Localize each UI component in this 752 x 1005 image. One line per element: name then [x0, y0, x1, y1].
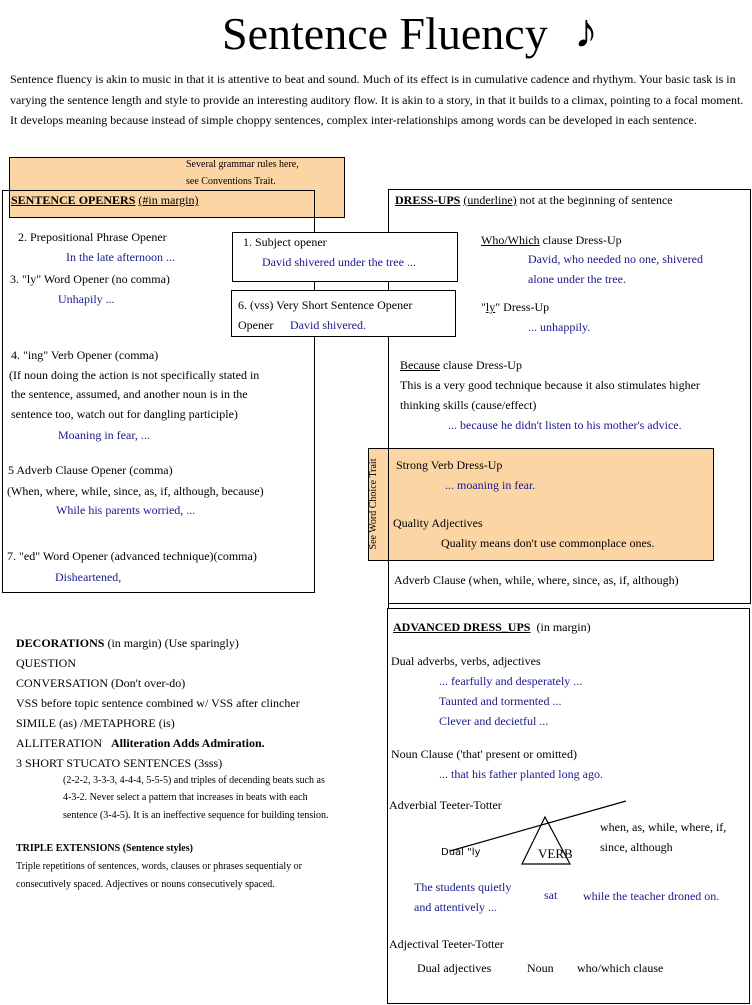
quality-adj-desc: Quality means don't use commonplace ones. — [441, 536, 655, 550]
decorations-heading-text: DECORATIONS — [16, 636, 105, 650]
dressups-heading-rest: not at the beginning of sentence — [516, 193, 673, 207]
adverb-clause-dressup: Adverb Clause (when, while, where, since, as, if, although) — [394, 573, 679, 587]
dual-label: Dual adverbs, verbs, adjectives — [391, 654, 541, 668]
because-desc-1: This is a very good technique because it also stimulates higher — [400, 378, 700, 392]
opener-4-note-3: sentence too, watch out for dangling participle) — [11, 407, 238, 421]
opener-5-example: While his parents worried, ... — [56, 503, 196, 517]
dual-example: Taunted and tormented ... — [439, 694, 562, 708]
word-choice-side-label: See Word Choice Trait — [368, 458, 379, 550]
dressups-heading-text: DRESS-UPS — [395, 193, 461, 207]
intro-paragraph: Sentence fluency is akin to music in that it is attentive to beat and sound. Much of its effect is in cumulative cadence and rhythym. Your basic task is in varying the sentence length and style to provide an interesting auditory flow. It is akin to a story, in that it builds to a climax, pointing to a focal moment. It develops meaning because instead of simple choppy sentences, complex inter-relationships among words can be developed in each sentence. — [10, 72, 744, 127]
strong-verb-label: Strong Verb Dress-Up — [396, 458, 503, 472]
because-label-u: Because — [400, 358, 440, 372]
adverbial-example-mid: sat — [544, 888, 558, 902]
decoration-item: SIMILE (as) /METAPHORE (is) — [16, 716, 175, 730]
opener-3-label: 3. "ly" Word Opener (no comma) — [10, 272, 170, 286]
advanced-heading — [393, 620, 591, 634]
opener-3-example: Unhapily ... — [58, 292, 115, 306]
alliteration-label: ALLITERATION — [16, 736, 102, 750]
ly-dressup-example: ... unhappily. — [528, 320, 591, 334]
advanced-heading-note: (in margin) — [536, 620, 591, 634]
opener-4-label: 4. "ing" Verb Opener (comma) — [11, 348, 159, 362]
alliteration-example: Alliteration Adds Admiration. — [110, 736, 265, 750]
opener-4-note-2: the sentence, assumed, and another noun is in the — [11, 387, 248, 401]
noun-clause-example: ... that his father planted long ago. — [439, 767, 603, 781]
subject-opener-label: 1. Subject opener — [243, 235, 327, 249]
adjectival-tt-part: Dual adjectives — [417, 961, 492, 975]
subject-opener-example: David shivered under the tree ... — [262, 255, 416, 269]
opener-4-note-1: (If noun doing the action is not specifically stated in — [9, 368, 260, 382]
ly-label-u: ly — [485, 300, 496, 314]
opener-5-note: (When, where, while, since, as, if, although, because) — [7, 484, 264, 498]
adverbial-tt-left: Dual "ly — [441, 847, 481, 858]
staccato-desc-2: 4-3-2. Never select a pattern that increases in beats with each — [63, 792, 308, 803]
adjectival-tt-label: Adjectival Teeter-Totter — [389, 937, 504, 951]
ly-label-rest: " Dress-Up — [495, 300, 550, 314]
adverbial-tt-label: Adverbial Teeter-Totter — [389, 798, 502, 812]
adverbial-example-left-2: and attentively ... — [414, 900, 497, 914]
decoration-item: VSS before topic sentence combined w/ VSS after clincher — [16, 696, 300, 710]
who-which-example-2: alone under the tree. — [528, 272, 626, 286]
opener-5-label: 5 Adverb Clause Opener (comma) — [8, 463, 173, 477]
who-which-example-1: David, who needed no one, shivered — [528, 252, 703, 266]
adverbial-tt-right-1: when, as, while, where, if, — [600, 820, 727, 834]
staccato-label: 3 SHORT STUCATO SENTENCES (3sss) — [16, 756, 223, 770]
advanced-heading-text: ADVANCED DRESS_UPS — [393, 620, 531, 634]
dressups-heading — [395, 193, 673, 207]
fulcrum-verb-label: VERB — [538, 846, 573, 861]
openers-heading-note: (#in margin) — [138, 193, 199, 207]
decorations-heading-note: (in margin) (Use sparingly) — [104, 636, 239, 650]
decoration-item: QUESTION — [16, 656, 76, 670]
openers-heading-text: SENTENCE OPENERS — [11, 193, 136, 207]
adverbial-example-right: while the teacher droned on. — [583, 889, 720, 903]
sentence-openers-heading — [11, 193, 198, 207]
grammar-note-line2: see Conventions Trait. — [186, 176, 276, 187]
staccato-desc-3: sentence (3-4-5). It is an ineffective sequence for building tension. — [63, 810, 329, 821]
adjectival-tt-part: who/which clause — [577, 961, 664, 975]
dual-example: Clever and decietful ... — [439, 714, 549, 728]
grammar-note-line1: Several grammar rules here, — [186, 159, 299, 170]
who-which-label-rest: clause Dress-Up — [539, 233, 622, 247]
opener-7-label: 7. "ed" Word Opener (advanced technique)(comma) — [7, 549, 257, 563]
staccato-desc-1: (2-2-2, 3-3-3, 4-4-4, 5-5-5) and triples of decending beats such as — [63, 775, 325, 786]
because-label-rest: clause Dress-Up — [439, 358, 522, 372]
ly-dressup-label — [481, 300, 549, 314]
vss-opener-example: David shivered. — [290, 318, 366, 332]
triple-extensions-desc-2: consecutively spaced. Adjectives or nouns consecutively spaced. — [16, 879, 275, 890]
music-note-icon: ♪ — [574, 5, 598, 58]
opener-2-example: In the late afternoon ... — [66, 250, 175, 264]
who-which-label — [481, 233, 622, 247]
opener-7-example: Disheartened, — [55, 570, 122, 584]
decoration-item: CONVERSATION (Don't over-do) — [16, 676, 186, 690]
adverbial-example-left-1: The students quietly — [414, 880, 512, 894]
strong-verb-example: ... moaning in fear. — [445, 478, 536, 492]
triple-extensions-desc-1: Triple repetitions of sentences, words, clauses or phrases sequentialy or — [16, 861, 302, 872]
opener-4-example: Moaning in fear, ... — [58, 428, 150, 442]
triple-extensions-heading: TRIPLE EXTENSIONS (Sentence styles) — [16, 843, 193, 854]
noun-clause-label: Noun Clause ('that' present or omitted) — [391, 747, 577, 761]
quality-adj-label: Quality Adjectives — [393, 516, 483, 530]
page-title: Sentence Fluency — [222, 8, 548, 59]
vss-opener-label2: Opener — [238, 318, 274, 332]
because-desc-2: thinking skills (cause/effect) — [400, 398, 537, 412]
because-label — [400, 358, 522, 372]
adjectival-tt-part: Noun — [527, 961, 554, 975]
because-example: ... because he didn't listen to his mother's advice. — [448, 418, 682, 432]
dual-example: ... fearfully and desperately ... — [439, 674, 583, 688]
word-choice-divider — [388, 448, 389, 561]
vss-opener-label: 6. (vss) Very Short Sentence Opener — [238, 298, 413, 312]
alliteration-line — [16, 736, 265, 750]
decorations-heading — [16, 636, 239, 650]
ly-quote: " — [481, 300, 486, 314]
adverbial-tt-right-2: since, although — [600, 840, 673, 854]
opener-2-label: 2. Prepositional Phrase Opener — [18, 230, 167, 244]
who-which-label-u: Who/Which — [481, 233, 540, 247]
dressups-heading-note: (underline) — [463, 193, 517, 207]
